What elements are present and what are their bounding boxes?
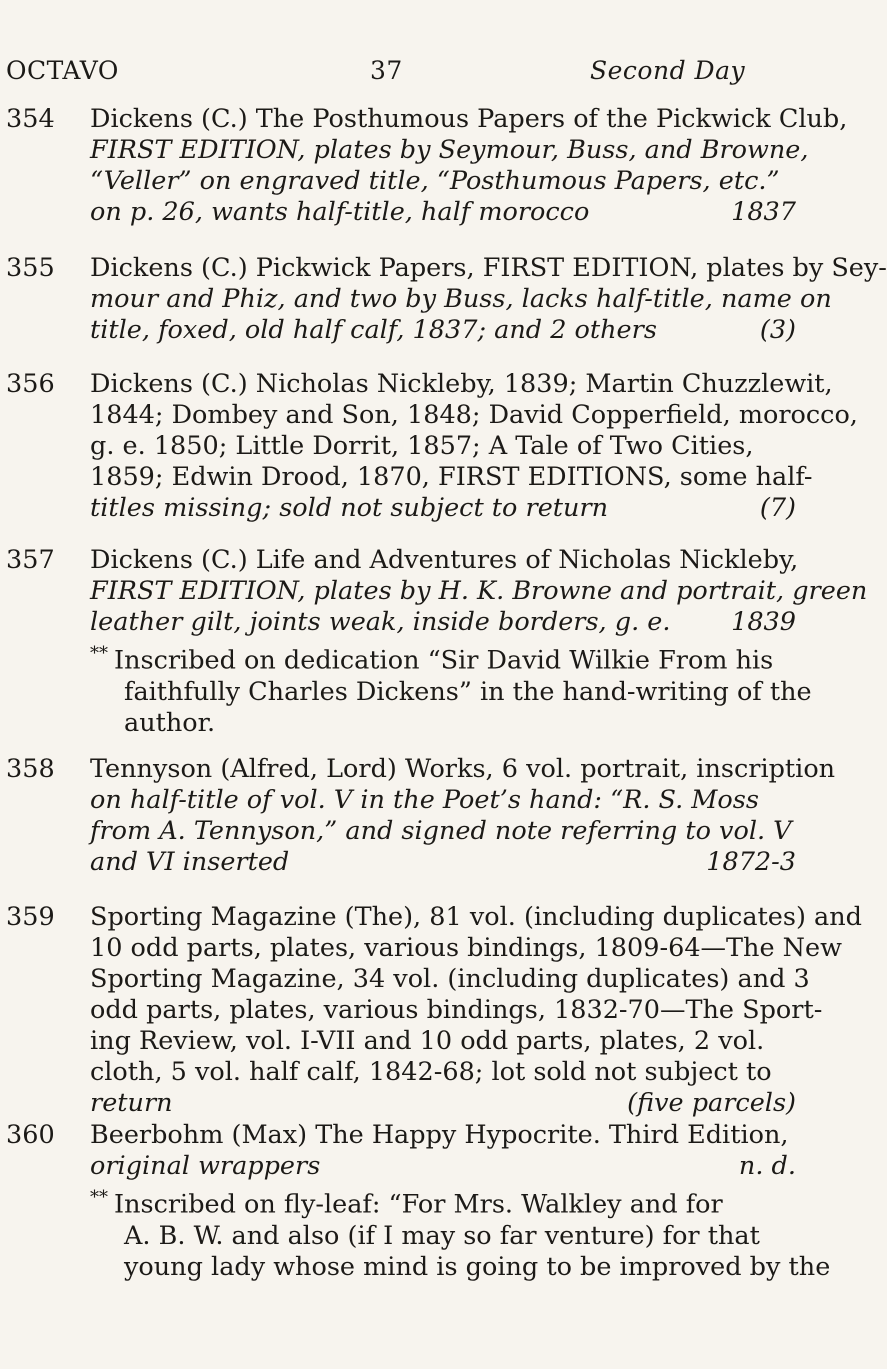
lot-description [90, 369, 858, 524]
note-line: Inscribed on fly-leaf: “For Mrs. Walkley and for [114, 1189, 723, 1220]
lot-date: (five parcels) [627, 1088, 796, 1118]
lot-description [90, 902, 862, 1119]
lot-line: return [90, 1088, 173, 1118]
lot-line: leather gilt, joints weak, inside borders, g. e. [90, 607, 671, 637]
header-sale-day: Second Day [590, 56, 746, 85]
lot-line: title, foxed, old half calf, 1837; and 2 others [90, 315, 657, 345]
lot-line: mour and Phiz, and two by Buss, lacks half-title, name on [90, 284, 832, 314]
lot-line: on half-title of vol. V in the Poet’s hand: “R. S. Moss [90, 785, 759, 815]
lot-number: 358 [6, 754, 55, 784]
lot-line: Dickens (C.) Life and Adventures of Nicholas Nickleby, [90, 545, 799, 575]
lot-line: g. e. 1850; Little Dorrit, 1857; A Tale of Two Cities, [90, 431, 754, 461]
lot-line: Sporting Magazine (The), 81 vol. (including duplicates) and [90, 902, 862, 932]
lot-number: 354 [6, 104, 55, 134]
lot-number: 357 [6, 545, 55, 575]
lot-line: Beerbohm (Max) The Happy Hypocrite. Third Edition, [90, 1120, 789, 1150]
note-line: Inscribed on dedication “Sir David Wilkie From his [114, 645, 774, 676]
note-line: young lady whose mind is going to be improved by the [124, 1251, 831, 1282]
lot-line: 1859; Edwin Drood, 1870, FIRST EDITIONS, some half- [90, 462, 813, 492]
lot-line: on p. 26, wants half-title, half morocco [90, 197, 590, 227]
lot-line: Dickens (C.) The Posthumous Papers of the Pickwick Club, [90, 104, 848, 134]
lot-line: original wrappers [90, 1151, 321, 1181]
lot-description [90, 754, 836, 878]
lot-line: “Veller” on engraved title, “Posthumous Papers, etc.” [90, 166, 780, 196]
lot-date: 1872-3 [706, 847, 796, 877]
asterism-marker: ** [90, 643, 108, 664]
note-line: A. B. W. and also (if I may so far venture) for that [124, 1220, 760, 1251]
lot-line: odd parts, plates, various bindings, 1832-70—The Sport- [90, 995, 823, 1025]
lot-line: from A. Tennyson,” and signed note referring to vol. V [90, 816, 792, 846]
page-number: 37 [370, 56, 403, 85]
lot-number: 355 [6, 253, 55, 283]
lot-line: Dickens (C.) Pickwick Papers, FIRST EDITION, plates by Sey- [90, 253, 887, 283]
lot-description [90, 1120, 831, 1283]
header-format: OCTAVO [6, 56, 119, 85]
lot-description [90, 253, 887, 346]
lot-date: (3) [759, 315, 796, 345]
lot-date: 1839 [731, 607, 796, 637]
lot-line: cloth, 5 vol. half calf, 1842-68; lot sold not subject to [90, 1057, 772, 1087]
lot-line: titles missing; sold not subject to return [90, 493, 609, 523]
lot-line: Dickens (C.) Nicholas Nickleby, 1839; Martin Chuzzlewit, [90, 369, 833, 399]
lot-date: 1837 [731, 197, 796, 227]
lot-line: and VI inserted [90, 847, 290, 877]
lot-line: Sporting Magazine, 34 vol. (including duplicates) and 3 [90, 964, 810, 994]
asterism-marker: ** [90, 1187, 108, 1208]
lot-line: FIRST EDITION, plates by Seymour, Buss, and Browne, [90, 135, 809, 165]
lot-description [90, 104, 848, 228]
lot-number: 359 [6, 902, 55, 932]
lot-date: n. d. [738, 1151, 796, 1181]
lot-line: FIRST EDITION, plates by H. K. Browne and portrait, green [90, 576, 868, 606]
lot-line: Tennyson (Alfred, Lord) Works, 6 vol. portrait, inscription [90, 754, 836, 784]
lot-line: 10 odd parts, plates, various bindings, 1809-64—The New [90, 933, 842, 963]
note-line: faithfully Charles Dickens” in the hand-writing of the [124, 676, 812, 707]
lot-line: 1844; Dombey and Son, 1848; David Copperfield, morocco, [90, 400, 858, 430]
lot-description [90, 545, 868, 739]
lot-line: ing Review, vol. I-VII and 10 odd parts, plates, 2 vol. [90, 1026, 765, 1056]
note-line: author. [124, 707, 216, 738]
lot-number: 360 [6, 1120, 55, 1150]
lot-date: (7) [759, 493, 796, 523]
lot-number: 356 [6, 369, 55, 399]
